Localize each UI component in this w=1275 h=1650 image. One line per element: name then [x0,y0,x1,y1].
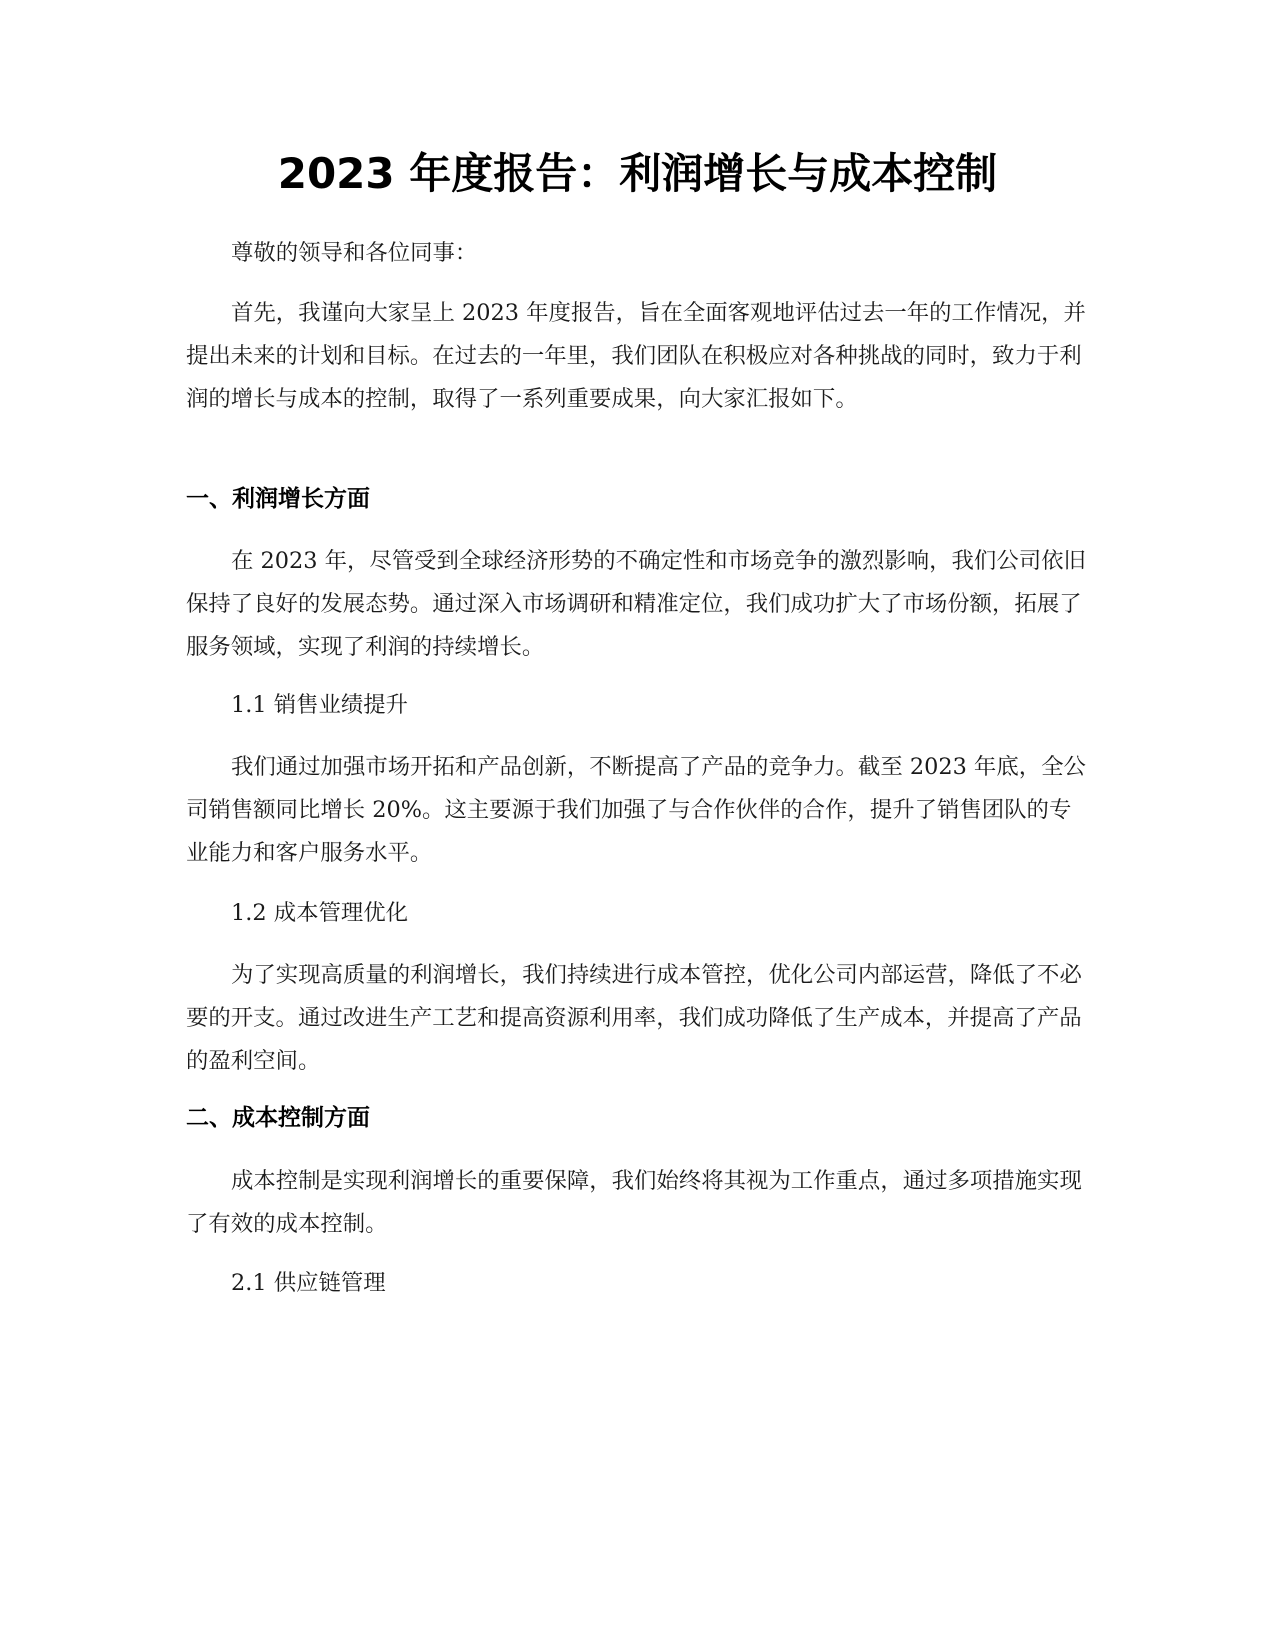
section-2-paragraph: 成本控制是实现利润增长的重要保障，我们始终将其视为工作重点，通过多项措施实现了有效的成本控制。 [186,1168,1082,1237]
subsection-1-1-paragraph: 我们通过加强市场开拓和产品创新，不断提高了产品的竞争力。截至 2023 年底，全公司销售额同比增长 20%。这主要源于我们加强了与合作伙伴的合作，提升了销售团队的专业能力和客户服务水平。 [186,754,1086,866]
subsection-1-1-heading: 1.1 销售业绩提升 [231,692,409,718]
section-1-paragraph: 在 2023 年，尽管受到全球经济形势的不确定性和市场竞争的激烈影响，我们公司依旧保持了良好的发展态势。通过深入市场调研和精准定位，我们成功扩大了市场份额，拓展了服务领域，实现了利润的持续增长。 [186,548,1086,660]
section-1-heading: 一、利润增长方面 [186,486,370,512]
intro-paragraph: 首先，我谨向大家呈上 2023 年度报告，旨在全面客观地评估过去一年的工作情况，并提出未来的计划和目标。在过去的一年里，我们团队在积极应对各种挑战的同时，致力于利润的增长与成本的控制，取得了一系列重要成果，向大家汇报如下。 [186,300,1086,412]
subsection-2-1-heading: 2.1 供应链管理 [231,1270,386,1296]
document-title: 2023 年度报告：利润增长与成本控制 [277,149,998,198]
salutation: 尊敬的领导和各位同事： [231,240,478,266]
subsection-1-2-heading: 1.2 成本管理优化 [231,900,409,926]
section-2-heading: 二、成本控制方面 [186,1105,370,1131]
subsection-1-2-paragraph: 为了实现高质量的利润增长，我们持续进行成本管控，优化公司内部运营，降低了不必要的开支。通过改进生产工艺和提高资源利用率，我们成功降低了生产成本，并提高了产品的盈利空间。 [186,962,1082,1074]
